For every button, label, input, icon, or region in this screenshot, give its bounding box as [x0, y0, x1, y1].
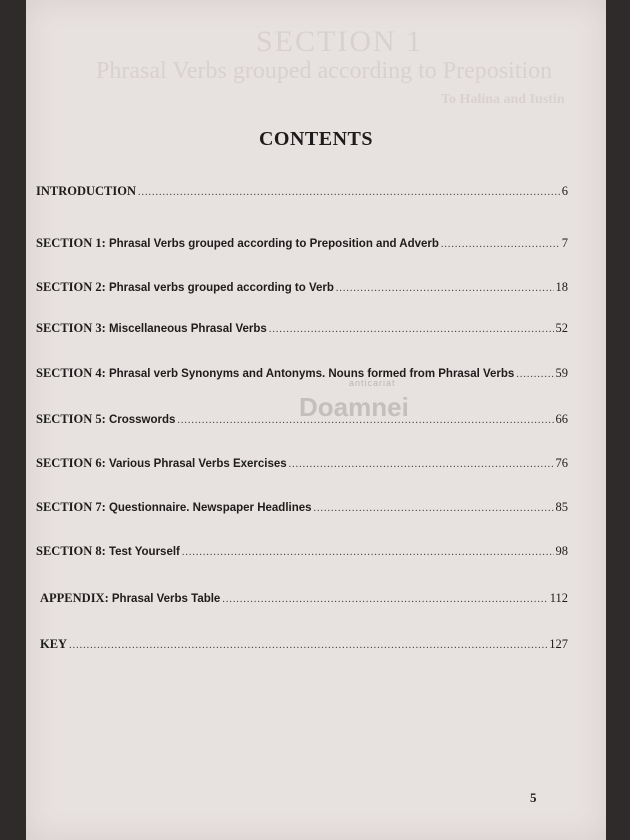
toc-entry-section-7	[36, 500, 568, 515]
toc-leader-dots	[222, 594, 547, 605]
toc-section-label	[36, 544, 180, 559]
toc-entry-appendix	[40, 591, 568, 606]
toc-section-title: Crosswords	[108, 414, 176, 426]
toc-section-title: Phrasal verb Synonyms and Antonyms. Nouns formed from Phrasal Verbs	[108, 368, 515, 380]
toc-leader-dots	[516, 369, 553, 380]
page-number: 5	[530, 790, 537, 805]
toc-section-label: KEY	[40, 637, 68, 651]
toc-section-title: Miscellaneous Phrasal Verbs	[108, 323, 267, 335]
toc-section-title: Various Phrasal Verbs Exercises	[108, 458, 287, 470]
toc-section-number: SECTION 2:	[36, 280, 106, 294]
toc-section-label	[40, 591, 220, 606]
toc-leader-dots	[336, 283, 554, 294]
toc-leader-dots	[289, 459, 554, 470]
toc-page-number: 52	[555, 321, 568, 335]
toc-section-label	[36, 500, 312, 515]
toc-entry-section-3	[36, 321, 568, 336]
toc-section-label	[36, 321, 267, 336]
toc-section-number: SECTION 1:	[36, 236, 106, 250]
toc-section-number: SECTION 8:	[36, 544, 106, 558]
toc-section-title: Phrasal Verbs grouped according to Preposition and Adverb	[108, 238, 439, 250]
toc-section-number: SECTION 7:	[36, 500, 106, 514]
toc-section-label: INTRODUCTION	[36, 184, 137, 198]
toc-section-number: SECTION 6:	[36, 456, 106, 470]
toc-leader-dots	[314, 503, 554, 514]
bleed-through-heading: SECTION 1	[256, 25, 424, 58]
toc-section-title: Phrasal Verbs Table	[111, 593, 221, 605]
watermark-brand: Doamnei	[299, 392, 409, 422]
toc-page-number: 85	[555, 500, 568, 514]
toc-leader-dots	[441, 239, 560, 250]
toc-section-label	[36, 456, 287, 471]
toc-entry-section-4	[36, 366, 568, 381]
toc-section-number: SECTION 3:	[36, 321, 106, 335]
toc-section-label	[36, 236, 439, 251]
toc-section-title: Questionnaire. Newspaper Headlines	[108, 502, 312, 514]
toc-page-number: 98	[555, 544, 568, 558]
toc-leader-dots	[182, 547, 554, 558]
toc-page-number: 59	[555, 366, 568, 380]
toc-entry-section-6	[36, 456, 568, 471]
toc-page-number: 76	[555, 456, 568, 470]
toc-page-number: 112	[549, 591, 568, 605]
toc-page-number: 18	[555, 280, 568, 294]
book-page	[26, 0, 606, 840]
toc-leader-dots	[177, 415, 553, 426]
toc-entry-section-1	[36, 236, 568, 251]
toc-section-number: APPENDIX:	[40, 591, 109, 605]
toc-entry-section-5	[36, 412, 568, 427]
bleed-through-subheading: Phrasal Verbs grouped according to Preposition	[96, 58, 553, 84]
toc-leader-dots	[138, 187, 560, 198]
toc-page-number: 7	[561, 236, 568, 250]
toc-page-number: 127	[549, 637, 568, 651]
toc-section-number: SECTION 5:	[36, 412, 106, 426]
toc-entry-introduction	[36, 184, 568, 199]
toc-leader-dots	[69, 640, 547, 651]
toc-entry-section-2	[36, 280, 568, 295]
toc-page-number: 66	[555, 412, 568, 426]
toc-section-label	[36, 280, 334, 295]
toc-leader-dots	[269, 324, 554, 335]
toc-entry-key	[40, 637, 568, 652]
toc-entry-section-8	[36, 544, 568, 559]
watermark-small-text: anticariat	[349, 378, 396, 388]
bleed-through-dedication: To Halina and Iustin	[441, 92, 565, 107]
toc-section-title: Phrasal verbs grouped according to Verb	[108, 282, 334, 294]
toc-section-title: Test Yourself	[108, 546, 180, 558]
toc-section-label	[36, 412, 175, 427]
toc-section-number: SECTION 4:	[36, 366, 106, 380]
contents-title: CONTENTS	[258, 128, 374, 150]
toc-section-label	[36, 366, 514, 381]
toc-page-number: 6	[561, 184, 568, 198]
